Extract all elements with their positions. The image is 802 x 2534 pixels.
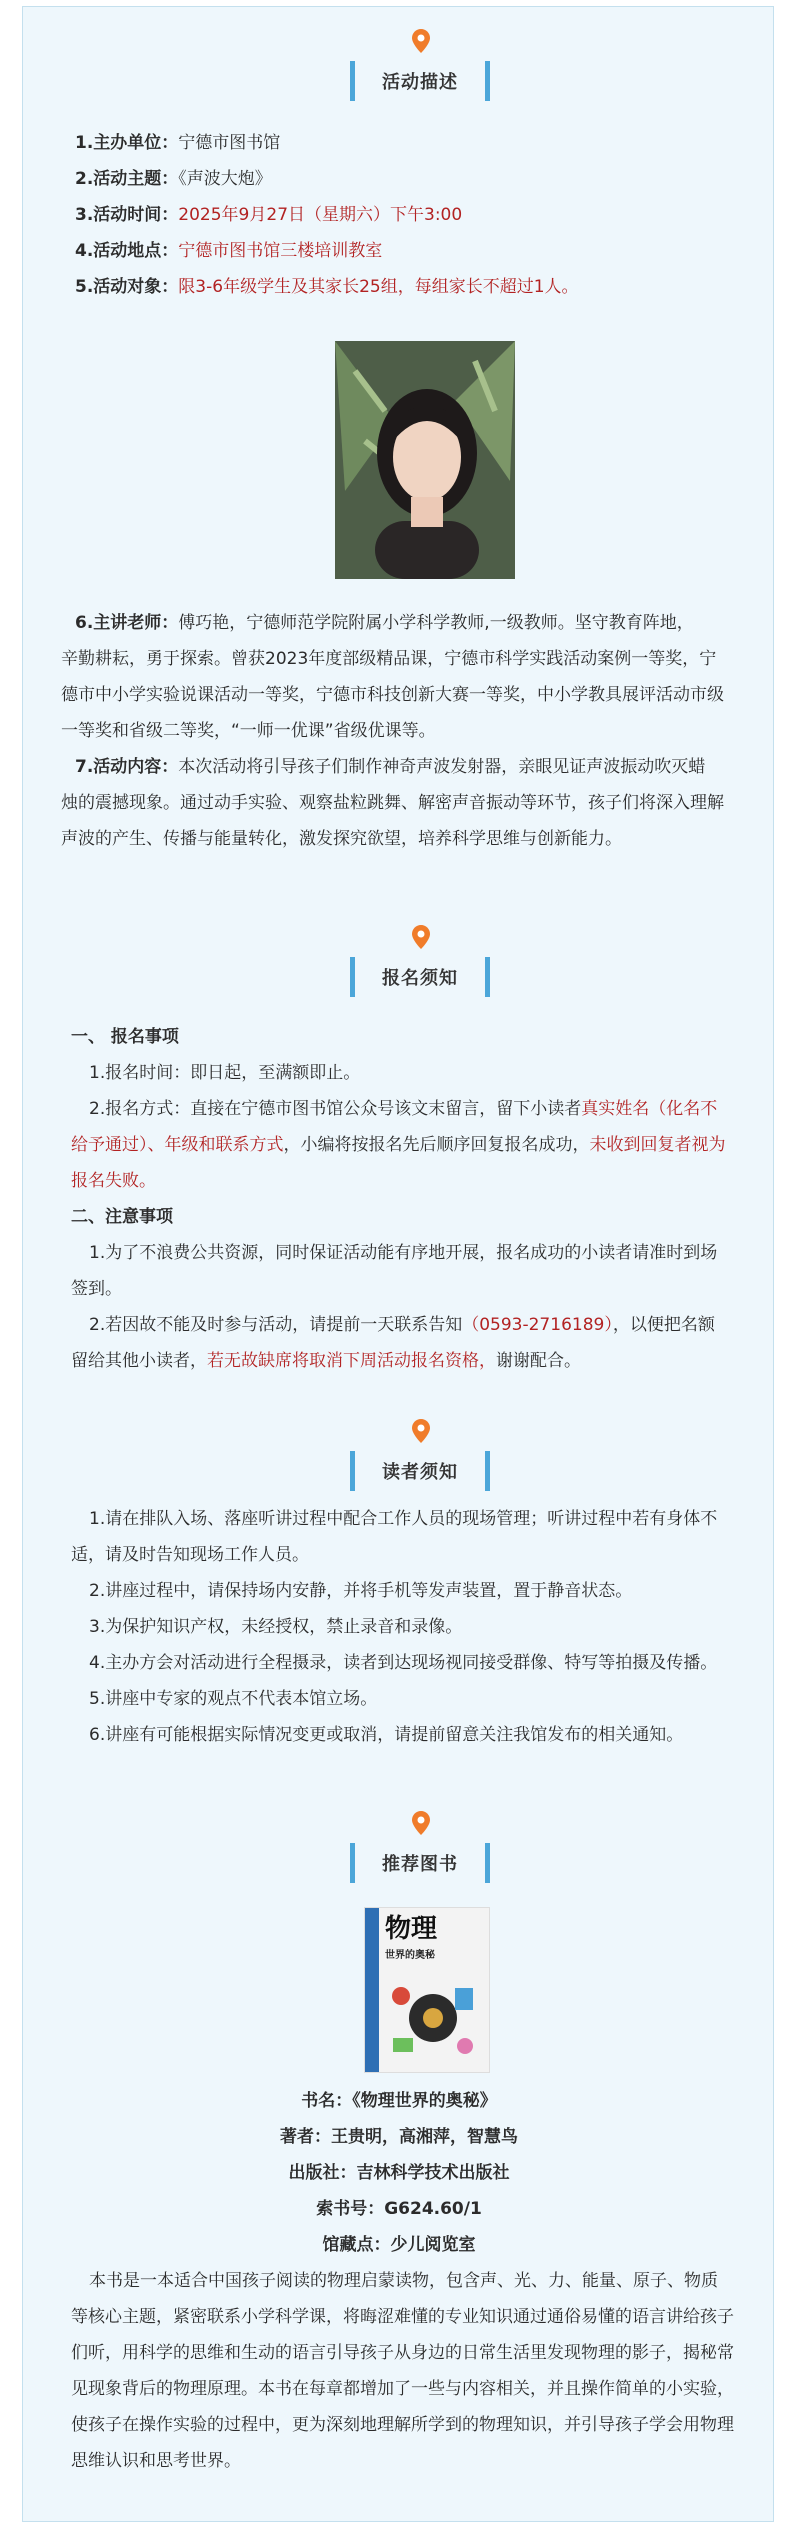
book-cover — [364, 1907, 490, 2073]
section-title-box — [350, 1843, 490, 1883]
list-item: 适，请及时告知现场工作人员。 — [71, 1545, 309, 1565]
book-call-number: 索书号：G624.60/1 — [316, 2199, 482, 2219]
section-title-box — [350, 957, 490, 997]
book-publisher: 出版社：吉林科学技术出版社 — [288, 2163, 510, 2183]
reader-notice-list — [71, 1501, 771, 1753]
book-author: 著者：王贵明，高湘萍，智慧鸟 — [280, 2127, 518, 2147]
activity-content: 7.活动内容：本次活动将引导孩子们制作神奇声波发射器，亲眼见证声波振动吹灭蜡 烛的震撼现象。通过动手实验、观察盐粒跳舞、解密声音振动等环节，孩子们将深入理解 声波的产生、传播与能量转化，激发探究欲望，培养科学思维与创新能力。 — [61, 757, 724, 849]
book-name: 书名：《物理世界的奥秘》 — [301, 2091, 497, 2111]
registration-heading-2: 二、注意事项 — [71, 1207, 173, 1227]
section-title: 推荐图书 — [382, 1854, 458, 1875]
location-pin-icon — [412, 29, 430, 53]
teacher-intro: 6.主讲老师：傅巧艳，宁德师范学院附属小学科学教师,一级教师。坚守教育阵地， 辛勤耕耘，勇于探索。曾获2023年度部级精品课，宁德市科学实践活动案例一等奖，宁 德市中小学实验说课活动一等奖，宁德市科技创新大赛一等奖，中小学教具展评活动市级 一等奖和省级二等奖，“一师一优课”省级优课等。 — [61, 613, 724, 741]
field-audience: 5.活动对象：限3-6年级学生及其家长25组，每组家长不超过1人。 — [75, 277, 579, 297]
location-pin-icon — [412, 1811, 430, 1835]
list-item: 2.讲座过程中，请保持场内安静，并将手机等发声装置，置于静音状态。 — [89, 1581, 633, 1601]
field-location: 4.活动地点：宁德市图书馆三楼培训教室 — [75, 241, 383, 261]
location-pin-icon — [412, 925, 430, 949]
list-item: 4.主办方会对活动进行全程摄录，读者到达现场视同接受群像、特写等拍摄及传播。 — [89, 1653, 718, 1673]
registration-time: 1.报名时间：即日起，至满额即止。 — [89, 1063, 361, 1083]
book-cover-subtitle: 世界的奥秘 — [385, 1950, 435, 1961]
notice-punctual: 1.为了不浪费公共资源，同时保证活动能有序地开展，报名成功的小读者请准时到场 签到。 — [71, 1243, 718, 1299]
registration-method: 2.报名方式：直接在宁德市图书馆公众号该文末留言，留下小读者真实姓名（化名不 给予通过）、年级和联系方式，小编将按报名先后顺序回复报名成功，未收到回复者视为 报名失败。 — [71, 1099, 726, 1191]
book-location: 馆藏点：少儿阅览室 — [322, 2235, 476, 2255]
book-cover-illustration-icon — [383, 1966, 483, 2066]
notice-absence: 2.若因故不能及时参与活动，请提前一天联系告知（0593-2716189），以便把名额 留给其他小读者，若无故缺席将取消下周活动报名资格，谢谢配合。 — [71, 1315, 715, 1371]
section-title-box — [350, 61, 490, 101]
field-time: 3.活动时间：2025年9月27日（星期六）下午3:00 — [75, 205, 463, 225]
section-title: 读者须知 — [382, 1462, 458, 1483]
field-organizer: 1.主办单位：宁德市图书馆 — [75, 133, 281, 153]
list-item: 6.讲座有可能根据实际情况变更或取消，请提前留意关注我馆发布的相关通知。 — [89, 1725, 684, 1745]
section-title: 报名须知 — [382, 968, 458, 989]
list-item: 3.为保护知识产权，未经授权，禁止录音和录像。 — [89, 1617, 463, 1637]
list-item: 5.讲座中专家的观点不代表本馆立场。 — [89, 1689, 378, 1709]
list-item: 1.请在排队入场、落座听讲过程中配合工作人员的现场管理；听讲过程中若有身体不 — [89, 1509, 718, 1529]
section-title-box — [350, 1451, 490, 1491]
registration-heading-1: 一、 报名事项 — [71, 1027, 179, 1047]
article-card — [22, 6, 774, 2522]
location-pin-icon — [412, 1419, 430, 1443]
field-theme: 2.活动主题：《声波大炮》 — [75, 169, 272, 189]
section-title: 活动描述 — [382, 72, 458, 93]
book-cover-title: 物理 — [385, 1914, 438, 1944]
book-info — [23, 2083, 775, 2263]
teacher-photo — [335, 341, 515, 579]
book-description: 本书是一本适合中国孩子阅读的物理启蒙读物，包含声、光、力、能量、原子、物质 等核心主题，紧密联系小学科学课，将晦涩难懂的专业知识通过通俗易懂的语言讲给孩子 们听，用科学的思维和生动的语言引导孩子从身边的日常生活里发现物理的影子，揭秘常 见现象背后的物理原理。本书在每章都增加了一些与内容相关，并且操作简单的小实验， 使孩子在操作实验的过程中，更为深刻地理解所学到的物理知识，并引导孩子学会用物理 思维认识和思考世界。 — [71, 2271, 734, 2471]
